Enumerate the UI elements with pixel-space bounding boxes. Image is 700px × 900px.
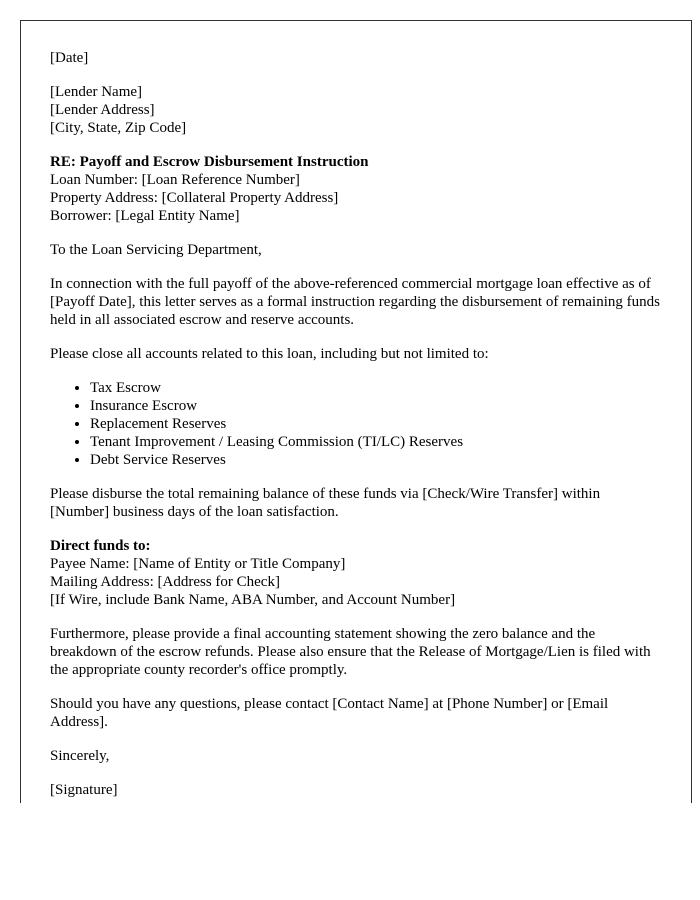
lender-block (50, 83, 662, 137)
list-item: • Tenant Improvement / Leasing Commission (TI/LC) Reserves (90, 433, 662, 451)
date: [Date] (50, 50, 89, 66)
signature: [Signature] (50, 782, 118, 798)
letter-page (20, 20, 692, 803)
paragraph-accounting: Furthermore, please provide a final accounting statement showing the zero balance and the breakdown of the escrow refunds. Please also ensure that the Release of Mortgage/Lien is filed with the appropriate county recorder's office promptly. (50, 626, 651, 678)
lender-city: [City, State, Zip Code] (50, 120, 187, 136)
re-subject: RE: Payoff and Escrow Disbursement Instruction (50, 154, 369, 170)
paragraph-intro: In connection with the full payoff of the above-referenced commercial mortgage loan effective as of [Payoff Date], this letter serves as a formal instruction regarding the disbursement of remaining funds held in all associated escrow and reserve accounts. (50, 276, 660, 328)
list-item: • Replacement Reserves (90, 415, 662, 433)
borrower: Borrower: [Legal Entity Name] (50, 208, 240, 224)
paragraph-contact: Should you have any questions, please contact [Contact Name] at [Phone Number] or [Email Address]. (50, 696, 609, 730)
paragraph-disburse: Please disburse the total remaining balance of these funds via [Check/Wire Transfer] within [Number] business days of the loan satisfaction. (50, 486, 601, 520)
salutation: To the Loan Servicing Department, (50, 242, 262, 258)
direct-funds-block (50, 537, 662, 609)
closing: Sincerely, (50, 748, 110, 764)
paragraph-close-accounts: Please close all accounts related to this loan, including but not limited to: (50, 346, 489, 362)
property-address: Property Address: [Collateral Property Address] (50, 190, 339, 206)
list-item: • Debt Service Reserves (90, 451, 662, 469)
list-item: • Insurance Escrow (90, 397, 662, 415)
wire-info: [If Wire, include Bank Name, ABA Number, and Account Number] (50, 592, 456, 608)
lender-name: [Lender Name] (50, 84, 143, 100)
lender-address: [Lender Address] (50, 102, 155, 118)
mailing-address: Mailing Address: [Address for Check] (50, 574, 280, 590)
payee-name: Payee Name: [Name of Entity or Title Company] (50, 556, 346, 572)
loan-number: Loan Number: [Loan Reference Number] (50, 172, 300, 188)
list-item: • Tax Escrow (90, 379, 662, 397)
accounts-list (50, 379, 662, 469)
re-block (50, 153, 662, 225)
direct-funds-heading: Direct funds to: (50, 538, 151, 554)
